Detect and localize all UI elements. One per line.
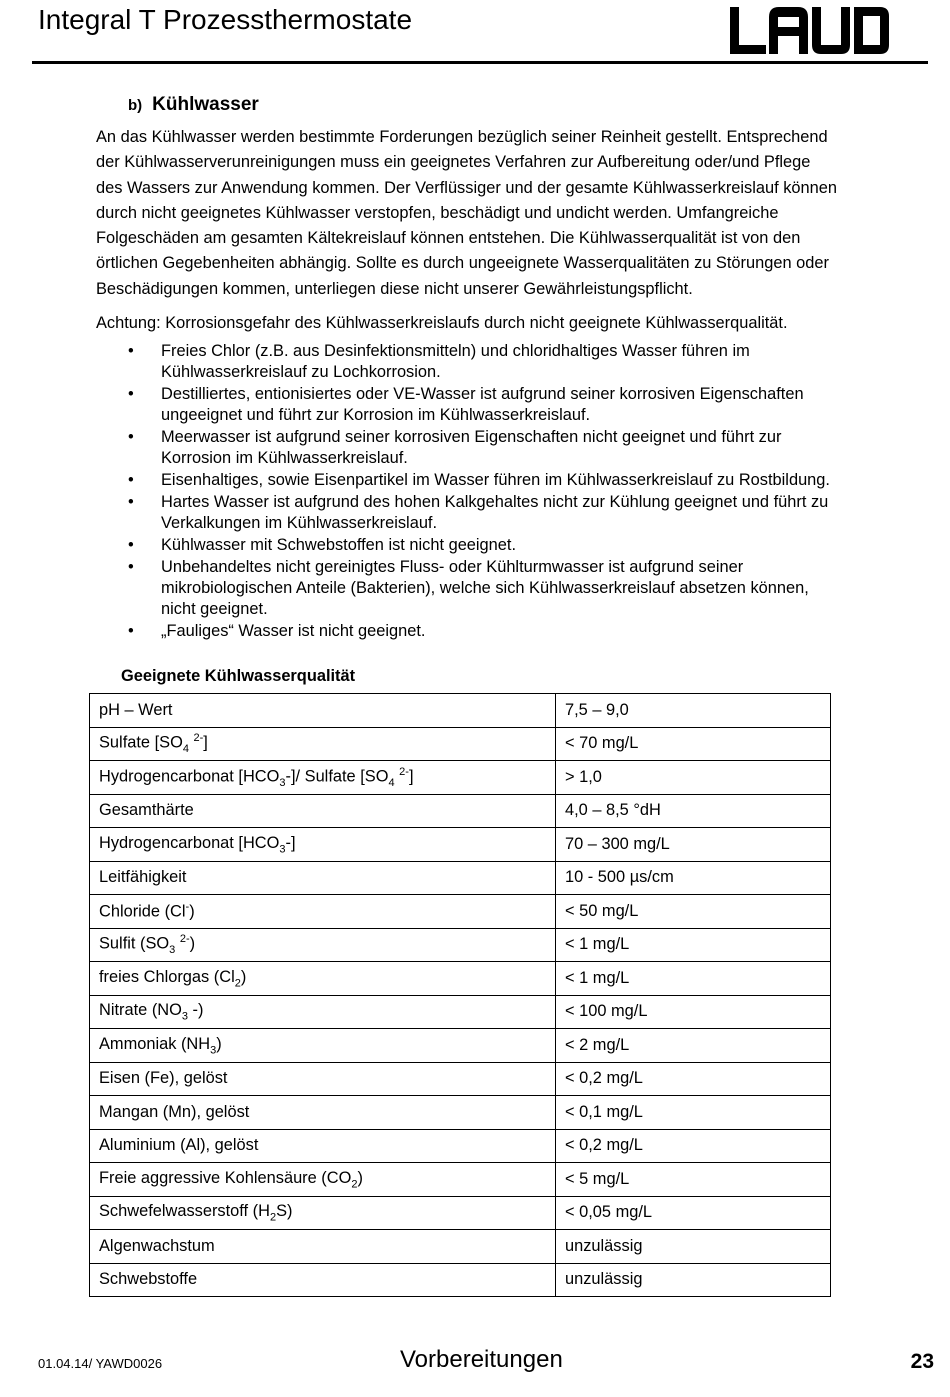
bullet-item bbox=[96, 341, 926, 383]
value-cell: < 2 mg/L bbox=[556, 1029, 831, 1063]
parameter-text: -) bbox=[188, 1001, 204, 1020]
value-cell: 10 - 500 µs/cm bbox=[556, 861, 831, 895]
section-title: Kühlwasser bbox=[152, 94, 259, 115]
table-row bbox=[90, 1096, 831, 1130]
parameter-cell bbox=[90, 1062, 556, 1096]
parameter-text: ] bbox=[203, 733, 208, 752]
parameter-cell bbox=[90, 1263, 556, 1297]
intro-line: der Kühlwasserverunreinigungen muss ein geeignetes Verfahren zur Aufbereitung oder/und Pflege bbox=[96, 153, 811, 172]
footer-section-title: Vorbereitungen bbox=[400, 1346, 563, 1373]
table-row bbox=[90, 694, 831, 728]
value-cell: 70 – 300 mg/L bbox=[556, 828, 831, 862]
parameter-text: Sulfit (SO bbox=[99, 934, 170, 953]
header-rule bbox=[32, 61, 928, 64]
parameter-text: 3 bbox=[210, 1043, 217, 1056]
bullet-line: Destilliertes, entionisiertes oder VE-Wasser ist aufgrund seiner korrosiven Eigenschaften bbox=[161, 385, 804, 403]
table-row bbox=[90, 1129, 831, 1163]
parameter-cell bbox=[90, 1096, 556, 1130]
bullet-line: mikrobiologischen Anteile (Bakterien), welche sich Kühlwasserkreislauf absetzen können, bbox=[161, 579, 809, 597]
table-row bbox=[90, 828, 831, 862]
intro-line: An das Kühlwasser werden bestimmte Forderungen bezüglich seiner Reinheit gestellt. Entsprechend bbox=[96, 128, 828, 146]
parameter-cell bbox=[90, 794, 556, 828]
intro-line: Folgeschäden am gesamten Kältekreislauf können entstehen. Die Kühlwasserqualität ist von den bbox=[96, 229, 801, 248]
parameter-text: Gesamthärte bbox=[99, 801, 194, 820]
parameter-cell bbox=[90, 1163, 556, 1197]
bullet-line: „Fauliges“ Wasser ist nicht geeignet. bbox=[161, 622, 426, 640]
parameter-text: 3 bbox=[181, 1010, 188, 1023]
parameter-cell bbox=[90, 1129, 556, 1163]
parameter-cell bbox=[90, 962, 556, 996]
parameter-text: Hydrogencarbonat [HCO bbox=[99, 833, 280, 852]
bullet-marker: • bbox=[128, 428, 134, 446]
bullet-item bbox=[96, 427, 926, 469]
table-row bbox=[90, 761, 831, 795]
value-cell: < 50 mg/L bbox=[556, 895, 831, 929]
parameter-cell bbox=[90, 1196, 556, 1230]
value-cell: 4,0 – 8,5 °dH bbox=[556, 794, 831, 828]
bullet-marker: • bbox=[128, 493, 134, 511]
value-cell: < 5 mg/L bbox=[556, 1163, 831, 1197]
parameter-text: ) bbox=[189, 902, 195, 921]
value-cell: < 70 mg/L bbox=[556, 727, 831, 761]
table-row bbox=[90, 1196, 831, 1230]
bullet-line: Eisenhaltiges, sowie Eisenpartikel im Wasser führen im Kühlwasserkreislauf zu Rostbildung. bbox=[161, 471, 830, 489]
parameter-cell bbox=[90, 928, 556, 962]
section-heading bbox=[128, 94, 259, 116]
parameter-text: ) bbox=[357, 1168, 363, 1187]
parameter-text: Hydrogencarbonat [HCO bbox=[99, 767, 280, 786]
table-row bbox=[90, 928, 831, 962]
parameter-text: 3 bbox=[169, 944, 176, 957]
intro-line: Beschädigungen kommen, unterliegen diese nicht unserer Gewährleistungspflicht. bbox=[96, 279, 693, 298]
bullet-item bbox=[96, 535, 926, 556]
value-cell: < 0,05 mg/L bbox=[556, 1196, 831, 1230]
parameter-text: 2 bbox=[234, 976, 241, 989]
table-row bbox=[90, 861, 831, 895]
table-row bbox=[90, 727, 831, 761]
parameter-cell bbox=[90, 1029, 556, 1063]
bullet-line: Kühlwasserkreislauf zu Lochkorrosion. bbox=[161, 363, 441, 381]
table-row bbox=[90, 1230, 831, 1264]
parameter-cell bbox=[90, 761, 556, 795]
bullet-line: Korrosion im Kühlwasserkreislauf. bbox=[161, 449, 408, 467]
parameter-text: pH – Wert bbox=[99, 700, 173, 719]
parameter-cell bbox=[90, 694, 556, 728]
parameter-text: Mangan (Mn), gelöst bbox=[99, 1102, 250, 1121]
value-cell: < 0,1 mg/L bbox=[556, 1096, 831, 1130]
parameter-text: 2- bbox=[193, 732, 204, 745]
parameter-text: Algenwachstum bbox=[99, 1236, 215, 1255]
parameter-text: 3 bbox=[279, 776, 286, 789]
parameter-text: 2- bbox=[399, 765, 409, 778]
page-number: 23 bbox=[910, 1350, 934, 1373]
parameter-cell bbox=[90, 828, 556, 862]
value-cell: < 1 mg/L bbox=[556, 962, 831, 996]
value-cell: > 1,0 bbox=[556, 761, 831, 795]
table-row bbox=[90, 1029, 831, 1063]
parameter-text: -]/ Sulfate [SO bbox=[285, 767, 389, 786]
bullet-item bbox=[96, 384, 926, 426]
bullet-line: Unbehandeltes nicht gereinigtes Fluss- oder Kühlturmwasser ist aufgrund seiner bbox=[161, 558, 744, 576]
table-row bbox=[90, 1163, 831, 1197]
bullet-marker: • bbox=[128, 471, 134, 489]
parameter-cell bbox=[90, 861, 556, 895]
table-row bbox=[90, 1263, 831, 1297]
lauda-logo bbox=[730, 7, 918, 54]
table-row bbox=[90, 995, 831, 1029]
parameter-text: - bbox=[185, 901, 190, 914]
parameter-text: S) bbox=[276, 1202, 293, 1221]
parameter-text: Aluminium (Al), gelöst bbox=[99, 1136, 259, 1155]
footer-doc-code: 01.04.14/ YAWD0026 bbox=[38, 1356, 163, 1371]
table-row bbox=[90, 1062, 831, 1096]
parameter-text: 2 bbox=[351, 1177, 358, 1190]
bullet-item bbox=[96, 492, 926, 534]
table-heading: Geeignete Kühlwasserqualität bbox=[121, 667, 356, 685]
parameter-text: Leitfähigkeit bbox=[99, 868, 187, 887]
bullet-item bbox=[96, 621, 926, 642]
parameter-text: ) bbox=[240, 967, 247, 986]
value-cell: unzulässig bbox=[556, 1263, 831, 1297]
value-cell: 7,5 – 9,0 bbox=[556, 694, 831, 728]
bullet-line: Verkalkungen im Kühlwasserkreislauf. bbox=[161, 514, 438, 532]
parameter-text: Sulfate [SO bbox=[99, 733, 183, 752]
bullet-line: Freies Chlor (z.B. aus Desinfektionsmitteln) und chloridhaltiges Wasser führen im bbox=[161, 342, 750, 360]
parameter-text: ) bbox=[216, 1034, 222, 1053]
parameter-text: ] bbox=[408, 767, 414, 786]
parameter-text: ) bbox=[189, 934, 196, 953]
intro-paragraph bbox=[96, 125, 926, 302]
parameter-text: 4 bbox=[388, 776, 395, 789]
parameter-text: 2 bbox=[269, 1211, 277, 1224]
intro-line: örtlichen Gegebenheiten abhängig. Sollte es durch ungeeignete Wasserqualitäten zu Störungen oder bbox=[96, 254, 829, 273]
parameter-text: Nitrate (NO bbox=[99, 1001, 182, 1020]
parameter-cell bbox=[90, 1230, 556, 1264]
value-cell: < 1 mg/L bbox=[556, 928, 831, 962]
bullet-marker: • bbox=[128, 342, 134, 360]
table-row bbox=[90, 895, 831, 929]
parameter-cell bbox=[90, 727, 556, 761]
water-quality-table bbox=[89, 693, 831, 1297]
bullet-marker: • bbox=[128, 558, 134, 576]
parameter-text: 2- bbox=[179, 933, 190, 946]
value-cell: < 0,2 mg/L bbox=[556, 1062, 831, 1096]
parameter-cell bbox=[90, 895, 556, 929]
bullet-line: Hartes Wasser ist aufgrund des hohen Kalkgehaltes nicht zur Kühlung geeignet und führt zu bbox=[161, 493, 829, 511]
bullet-marker: • bbox=[128, 622, 134, 640]
value-cell: < 0,2 mg/L bbox=[556, 1129, 831, 1163]
bullet-line: ungeeignet und führt zur Korrosion im Kühlwasserkreislauf. bbox=[161, 406, 591, 424]
bullet-item bbox=[96, 470, 926, 491]
bullet-line: nicht geeignet. bbox=[161, 600, 268, 618]
parameter-text: Schwefelwasserstoff (H bbox=[99, 1202, 270, 1221]
bullet-marker: • bbox=[128, 536, 134, 554]
bullet-list bbox=[96, 341, 926, 643]
bullet-marker: • bbox=[128, 385, 134, 403]
section-label: b) bbox=[128, 97, 143, 114]
value-cell: unzulässig bbox=[556, 1230, 831, 1264]
warning-text: Achtung: Korrosionsgefahr des Kühlwasserkreislaufs durch nicht geeignete Kühlwasserqualität. bbox=[96, 314, 788, 332]
parameter-text: -] bbox=[285, 833, 296, 852]
parameter-text: Ammoniak (NH bbox=[99, 1034, 211, 1053]
parameter-text: 4 bbox=[182, 743, 189, 756]
bullet-item bbox=[96, 557, 926, 620]
intro-line: durch nicht geeignetes Kühlwasser verstopfen, beschädigt und undicht werden. Umfangreiche bbox=[96, 203, 779, 222]
parameter-cell bbox=[90, 995, 556, 1029]
header-title: Integral T Prozessthermostate bbox=[38, 4, 413, 35]
parameter-text: freies Chlorgas (Cl bbox=[99, 967, 235, 986]
table-row bbox=[90, 794, 831, 828]
bullet-line: Meerwasser ist aufgrund seiner korrosiven Eigenschaften nicht geeignet und führt zur bbox=[161, 428, 782, 446]
parameter-text: 3 bbox=[279, 842, 286, 855]
parameter-text: Freie aggressive Kohlensäure (CO bbox=[99, 1168, 352, 1187]
table-row bbox=[90, 962, 831, 996]
parameter-text: Eisen (Fe), gelöst bbox=[99, 1069, 228, 1088]
bullet-line: Kühlwasser mit Schwebstoffen ist nicht geeignet. bbox=[161, 536, 517, 554]
parameter-text: Schwebstoffe bbox=[99, 1270, 198, 1289]
intro-line: des Wassers zur Anwendung kommen. Der Verflüssiger und der gesamte Kühlwasserkreislauf können bbox=[96, 178, 837, 197]
parameter-text: Chloride (Cl bbox=[99, 902, 186, 921]
value-cell: < 100 mg/L bbox=[556, 995, 831, 1029]
